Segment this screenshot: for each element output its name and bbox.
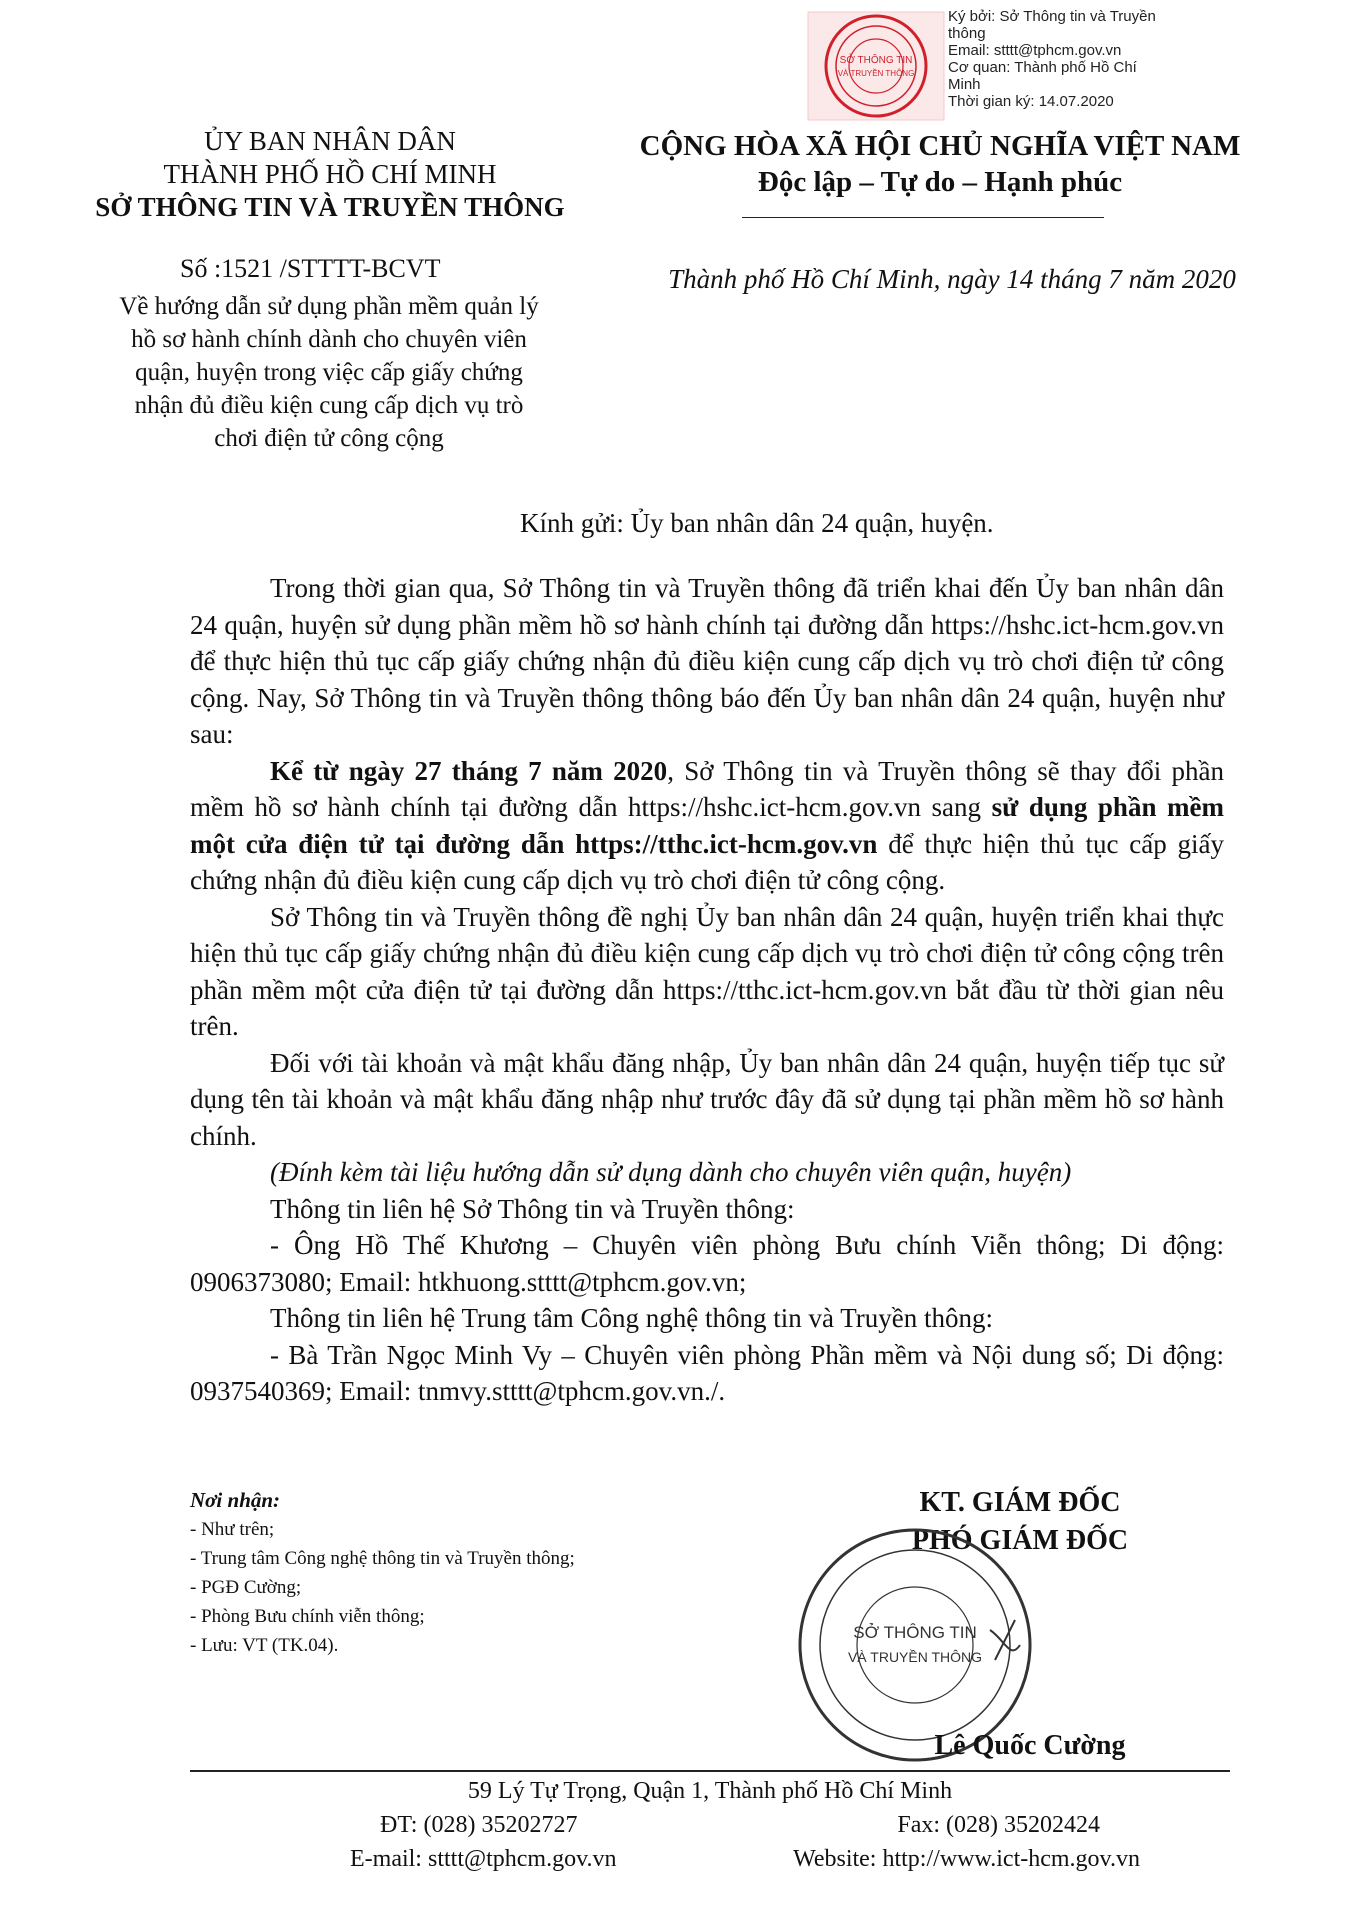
signature-details [948, 8, 1228, 110]
motto-line-1: CỘNG HÒA XÃ HỘI CHỦ NGHĨA VIỆT NAM [639, 130, 1241, 162]
document-date: Thành phố Hồ Chí Minh, ngày 14 tháng 7 năm 2020 [668, 264, 1236, 294]
authority-line-2: THÀNH PHỐ HỒ CHÍ MINH [163, 159, 497, 189]
footer-fax: Fax: (028) 35202424 [897, 1812, 1100, 1838]
body-paragraph: - Bà Trần Ngọc Minh Vy – Chuyên viên phòng Phần mềm và Nội dung số; Di động: 0937540369; Email: tnmvy.stttt@tphcm.gov.vn./. [190, 1339, 1224, 1406]
document-subject [74, 290, 584, 455]
new-software-link: sử dụng phần mềm một cửa điện tử tại đường dẫn https://tthc.ict-hcm.gov.vn [190, 792, 1224, 859]
signature-line: Email: stttt@tphcm.gov.vn [948, 42, 1122, 59]
body-paragraph: Trong thời gian qua, Sở Thông tin và Truyền thông đã triển khai đến Ủy ban nhân dân 24 quận, huyện sử dụng phần mềm hồ sơ hành chính tại đường dẫn https://hshc.ict-hcm.gov.vn để thực hiện thủ tục cấp giấy chứng nhận đủ điều kiện cung cấp dịch vụ trò chơi điện tử công cộng. Nay, Sở Thông tin và Truyền thông thông báo đến Ủy ban nhân dân 24 quận, huyện như sau: [190, 573, 1224, 749]
receiver-item: - Lưu: VT (TK.04). [190, 1635, 339, 1656]
effective-date: Kể từ ngày 27 tháng 7 năm 2020 [270, 755, 668, 786]
motto-underline [742, 217, 1104, 218]
signature-line: Thời gian ký: 14.07.2020 [948, 93, 1114, 110]
subject-line: quận, huyện trong việc cấp giấy chứng [135, 359, 523, 386]
body-paragraph: Sở Thông tin và Truyền thông đề nghị Ủy ban nhân dân 24 quận, huyện triển khai thực hiện thủ tục cấp giấy chứng nhận đủ điều kiện cung cấp dịch vụ trò chơi điện tử công cộng trên phần mềm một cửa điện tử tại đường dẫn https://tthc.ict-hcm.gov.vn bắt đầu từ thời gian nêu trên. [190, 901, 1224, 1041]
document-number: Số :1521 /STTTT-BCVT [180, 254, 441, 283]
attachment-note: (Đính kèm tài liệu hướng dẫn sử dụng dành cho chuyên viên quận, huyện) [270, 1157, 1072, 1187]
footer-address: 59 Lý Tự Trọng, Quận 1, Thành phố Hồ Chí Minh [467, 1778, 953, 1804]
footer-website: Website: http://www.ict-hcm.gov.vn [793, 1846, 1140, 1872]
body-text: để thực hiện thủ tục cấp giấy chứng nhận đủ điều kiện cung cấp dịch vụ trò chơi điện tử công cộng. [190, 828, 1225, 895]
body-paragraph [190, 753, 1224, 899]
body-paragraph: Đối với tài khoản và mật khẩu đăng nhập, Ủy ban nhân dân 24 quận, huyện tiếp tục sử dụng tên tài khoản và mật khẩu đăng nhập như trước đây đã sử dụng tại phần mềm hồ sơ hành chính. [190, 1047, 1224, 1151]
motto-line-2: Độc lập – Tự do – Hạnh phúc [757, 166, 1123, 198]
receivers-list [190, 1486, 750, 1660]
red-seal-stamp-icon [806, 10, 946, 122]
seal-text-1: SỞ THÔNG TIN [853, 1623, 977, 1642]
signature-line: thông [948, 25, 986, 42]
seal-text-2: VÀ TRUYỀN THÔNG [847, 1649, 983, 1665]
signature-line: Ký bởi: Sở Thông tin và Truyền [948, 8, 1156, 25]
receiver-item: - Trung tâm Công nghệ thông tin và Truyền thông; [190, 1548, 575, 1569]
signature-line: Cơ quan: Thành phố Hồ Chí [948, 59, 1137, 76]
body-paragraph: Thông tin liên hệ Trung tâm Công nghệ thông tin và Truyền thông: [270, 1303, 994, 1333]
seal-text-1: SỞ THÔNG TIN [839, 55, 913, 66]
seal-text-2: VÀ TRUYỀN THÔNG [837, 69, 915, 78]
digital-signature-block [806, 6, 1226, 118]
body-paragraph: Thông tin liên hệ Sở Thông tin và Truyền thông: [270, 1193, 795, 1224]
signature-line: Minh [948, 76, 981, 93]
footer-email: E-mail: stttt@tphcm.gov.vn [350, 1846, 617, 1872]
subject-line: hồ sơ hành chính dành cho chuyên viên [131, 326, 527, 353]
body-paragraph: - Ông Hồ Thế Khương – Chuyên viên phòng Bưu chính Viễn thông; Di động: 0906373080; Email: htkhuong.stttt@tphcm.gov.vn; [190, 1230, 1224, 1297]
signer-name: Lê Quốc Cường [934, 1730, 1126, 1761]
receivers-title: Nơi nhận: [190, 1488, 281, 1512]
receiver-item: - Như trên; [190, 1519, 275, 1540]
subject-line: chơi điện tử công cộng [214, 425, 444, 452]
issuing-authority [60, 125, 600, 224]
authority-line-1: ỦY BAN NHÂN DÂN [204, 126, 456, 156]
receiver-item: - Phòng Bưu chính viễn thông; [190, 1606, 425, 1627]
national-motto [610, 128, 1270, 200]
footer [190, 1774, 1230, 1876]
signing-line-1: KT. GIÁM ĐỐC [919, 1487, 1121, 1518]
footer-phone: ĐT: (028) 35202727 [380, 1812, 578, 1838]
letter-body [190, 570, 1224, 1410]
signing-line-2: PHÓ GIÁM ĐỐC [911, 1525, 1129, 1556]
receiver-item: - PGĐ Cường; [190, 1577, 302, 1598]
subject-line: nhận đủ điều kiện cung cấp dịch vụ trò [134, 392, 524, 419]
footer-divider [190, 1770, 1230, 1772]
body-text: , Sở Thông tin và Truyền thông sẽ thay đổi phần mềm hồ sơ hành chính tại đường dẫn https://hshc.ict-hcm.gov.vn sang [190, 755, 1225, 822]
subject-line: Về hướng dẫn sử dụng phần mềm quản lý [119, 293, 539, 320]
recipient-line: Kính gửi: Ủy ban nhân dân 24 quận, huyện. [520, 508, 994, 538]
authority-line-3: SỞ THÔNG TIN VÀ TRUYỀN THÔNG [95, 192, 565, 222]
